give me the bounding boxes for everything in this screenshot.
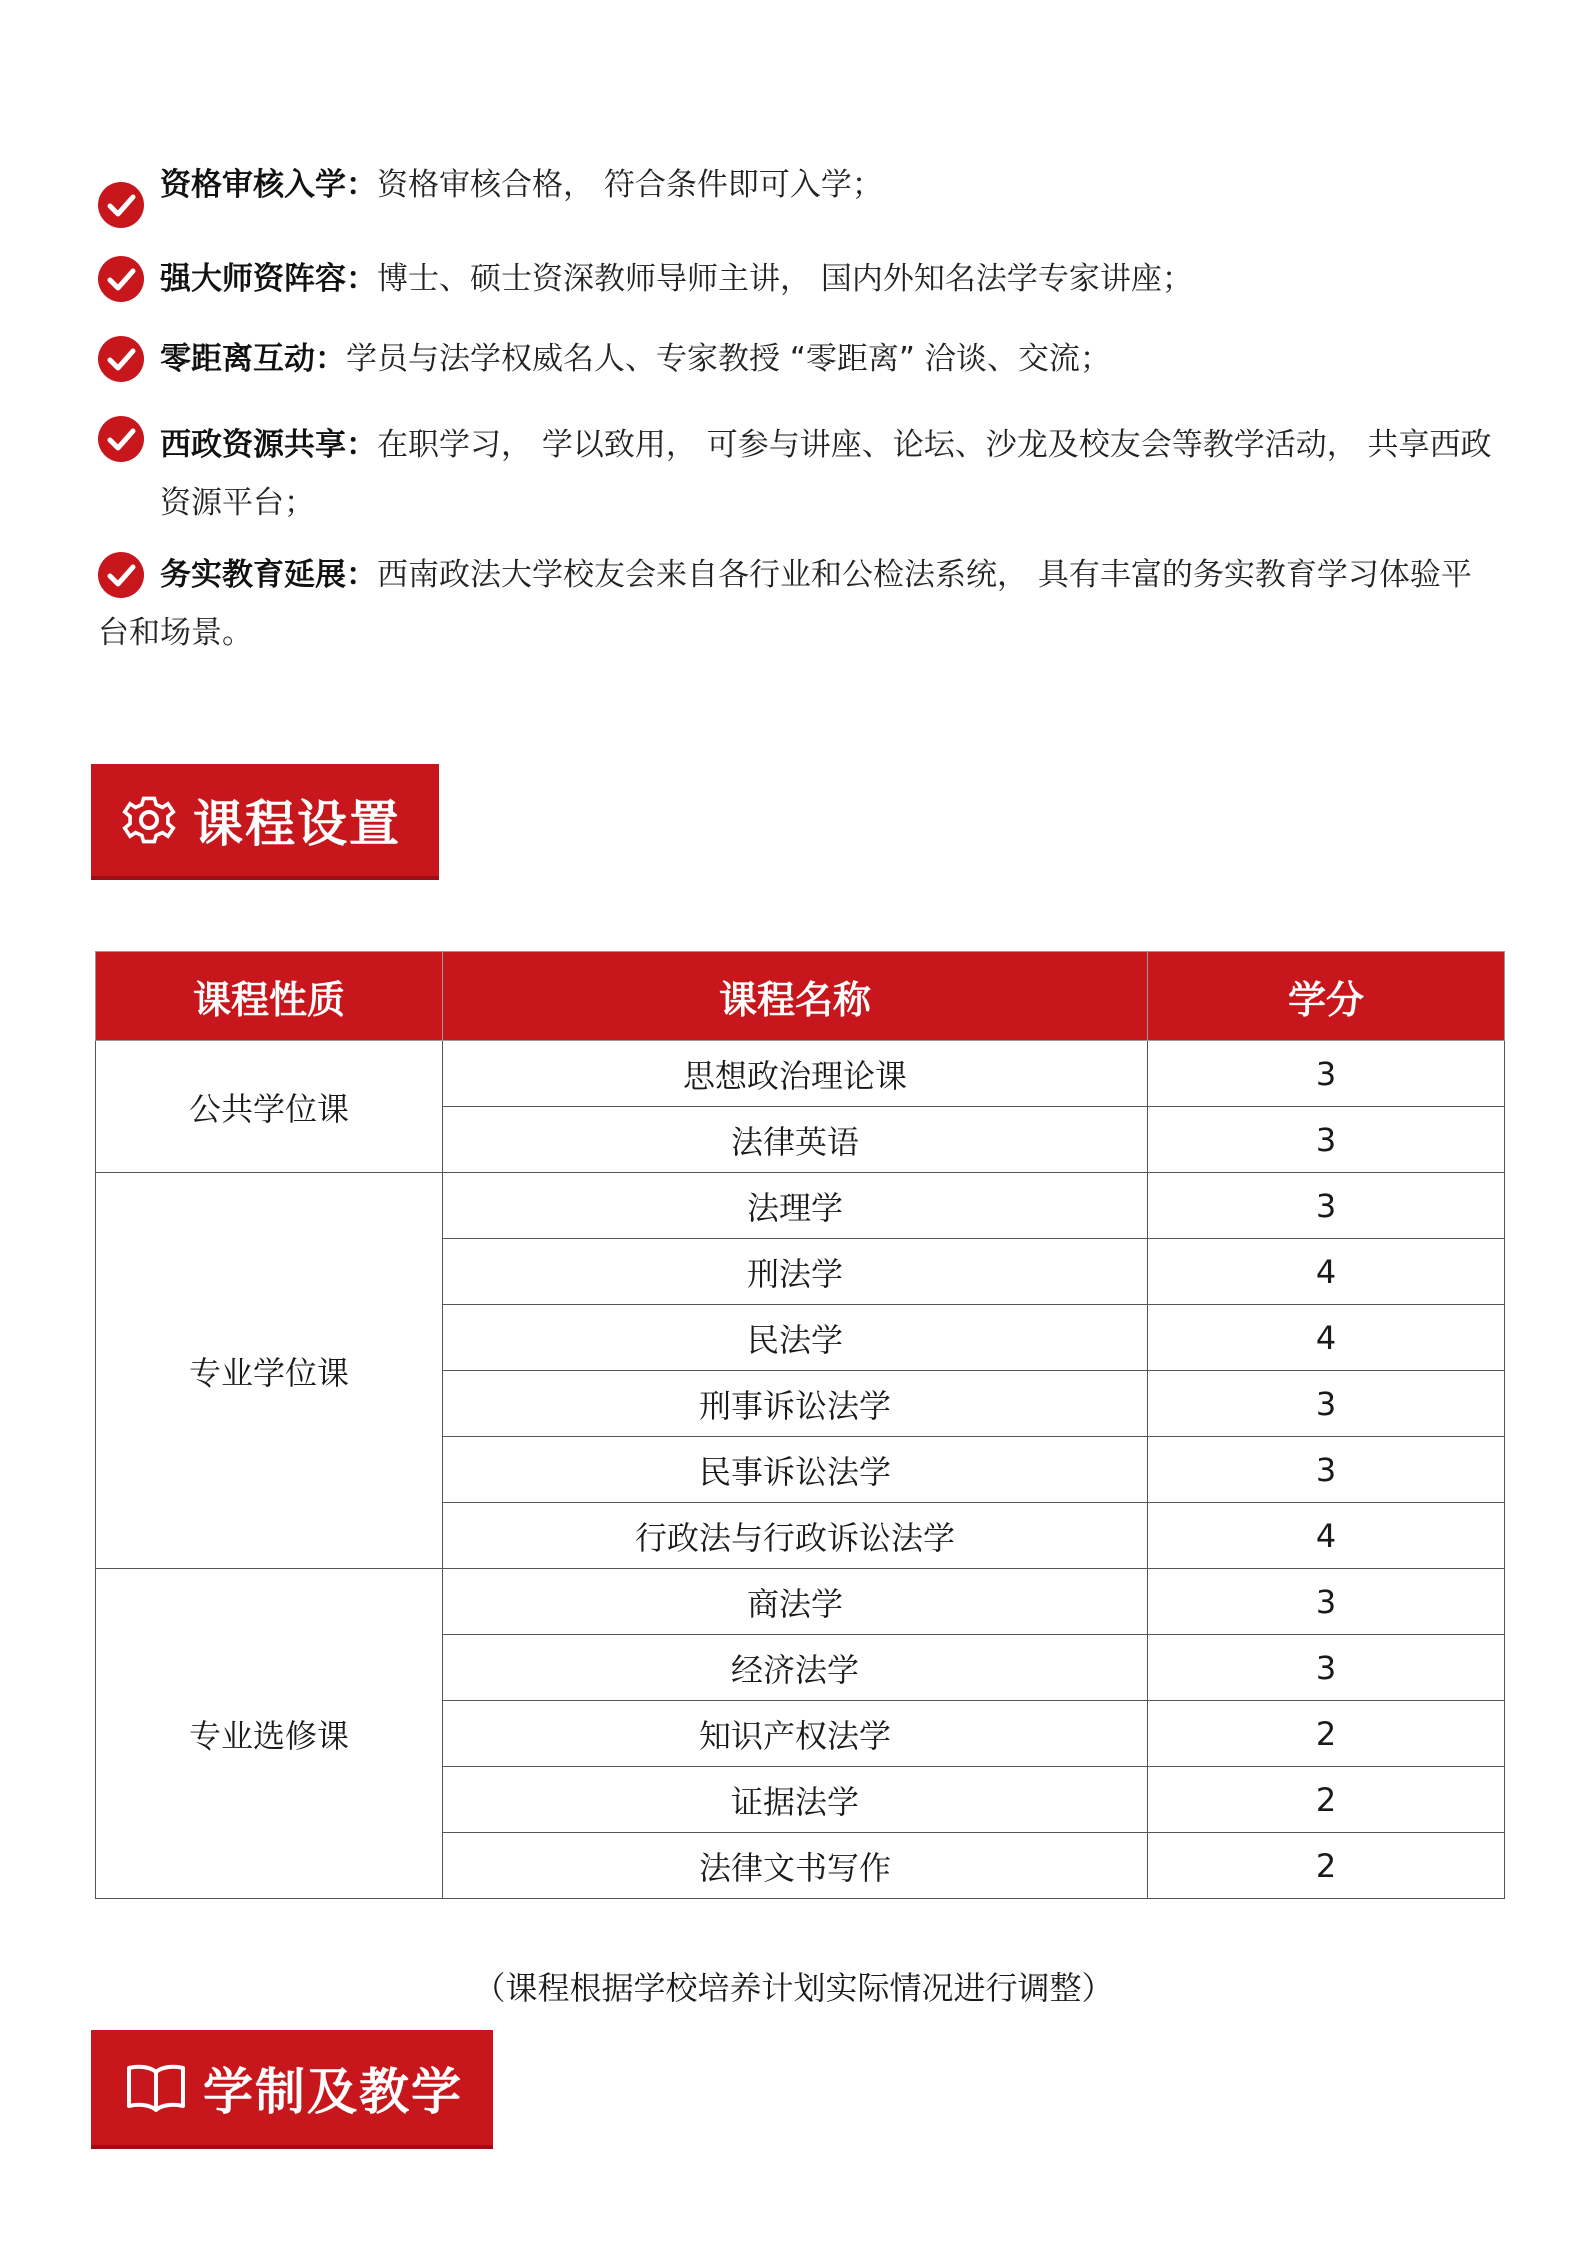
schooling-title: 学制及教学 <box>203 2062 463 2121</box>
header-category: 课程性质 <box>96 952 443 1041</box>
course-name-cell: 刑事诉讼法学 <box>443 1371 1148 1437</box>
credit-cell: 2 <box>1148 1833 1505 1899</box>
category-cell: 专业学位课 <box>96 1173 443 1569</box>
adjustment-note: （课程根据学校培养计划实际情况进行调整） <box>473 1969 1114 2007</box>
credit-cell: 2 <box>1148 1701 1505 1767</box>
check-icon <box>98 416 144 462</box>
check-icon <box>98 552 144 598</box>
course-name-cell: 法理学 <box>443 1173 1148 1239</box>
feature-label: 强大师资阵容： <box>160 261 377 297</box>
feature-text: 西南政法大学校友会来自各行业和公检法系统， 具有丰富的务实教育学习体验平 <box>377 557 1472 593</box>
credit-cell: 4 <box>1148 1503 1505 1569</box>
feature-label: 西政资源共享： <box>160 427 377 463</box>
check-icon <box>98 256 144 302</box>
credit-cell: 3 <box>1148 1371 1505 1437</box>
header-course-name: 课程名称 <box>443 952 1148 1041</box>
credit-cell: 3 <box>1148 1173 1505 1239</box>
table-row <box>96 1041 1505 1107</box>
feature-text: 在职学习， 学以致用， 可参与讲座、论坛、沙龙及校友会等教学活动， 共享西政 <box>377 427 1492 463</box>
course-name-cell: 法律英语 <box>443 1107 1148 1173</box>
schooling-banner <box>91 2030 493 2145</box>
feature-label: 零距离互动： <box>160 341 346 377</box>
feature-label: 务实教育延展： <box>160 557 377 593</box>
feature-item <box>98 416 1518 536</box>
category-cell: 公共学位课 <box>96 1041 443 1173</box>
check-icon <box>98 182 144 228</box>
category-cell: 专业选修课 <box>96 1569 443 1899</box>
course-name-cell: 思想政治理论课 <box>443 1041 1148 1107</box>
credit-cell: 4 <box>1148 1239 1505 1305</box>
course-name-cell: 民事诉讼法学 <box>443 1437 1148 1503</box>
course-name-cell: 证据法学 <box>443 1767 1148 1833</box>
course-table <box>95 951 1505 1899</box>
table-header-row <box>96 952 1505 1041</box>
feature-text: 博士、硕士资深教师导师主讲， 国内外知名法学专家讲座； <box>377 261 1193 297</box>
gear-icon <box>121 792 177 848</box>
table-row <box>96 1569 1505 1635</box>
course-name-cell: 法律文书写作 <box>443 1833 1148 1899</box>
credit-cell: 3 <box>1148 1107 1505 1173</box>
feature-item <box>98 546 1518 666</box>
course-name-cell: 经济法学 <box>443 1635 1148 1701</box>
credit-cell: 4 <box>1148 1305 1505 1371</box>
feature-text-continued: 资源平台； <box>160 485 315 521</box>
credit-cell: 2 <box>1148 1767 1505 1833</box>
check-icon <box>98 336 144 382</box>
curriculum-title: 课程设置 <box>193 795 401 853</box>
feature-text: 学员与法学权威名人、专家教授 “零距离” 洽谈、交流； <box>346 341 1111 377</box>
book-icon <box>125 2060 187 2116</box>
course-name-cell: 民法学 <box>443 1305 1148 1371</box>
table-row <box>96 1173 1505 1239</box>
header-credit: 学分 <box>1148 952 1505 1041</box>
credit-cell: 3 <box>1148 1437 1505 1503</box>
course-name-cell: 知识产权法学 <box>443 1701 1148 1767</box>
course-name-cell: 商法学 <box>443 1569 1148 1635</box>
feature-text-continued: 台和场景。 <box>98 615 253 651</box>
feature-label: 资格审核入学： <box>160 167 377 203</box>
credit-cell: 3 <box>1148 1635 1505 1701</box>
credit-cell: 3 <box>1148 1569 1505 1635</box>
feature-text: 资格审核合格， 符合条件即可入学； <box>377 167 883 203</box>
credit-cell: 3 <box>1148 1041 1505 1107</box>
course-name-cell: 刑法学 <box>443 1239 1148 1305</box>
course-name-cell: 行政法与行政诉讼法学 <box>443 1503 1148 1569</box>
curriculum-banner <box>91 764 439 876</box>
